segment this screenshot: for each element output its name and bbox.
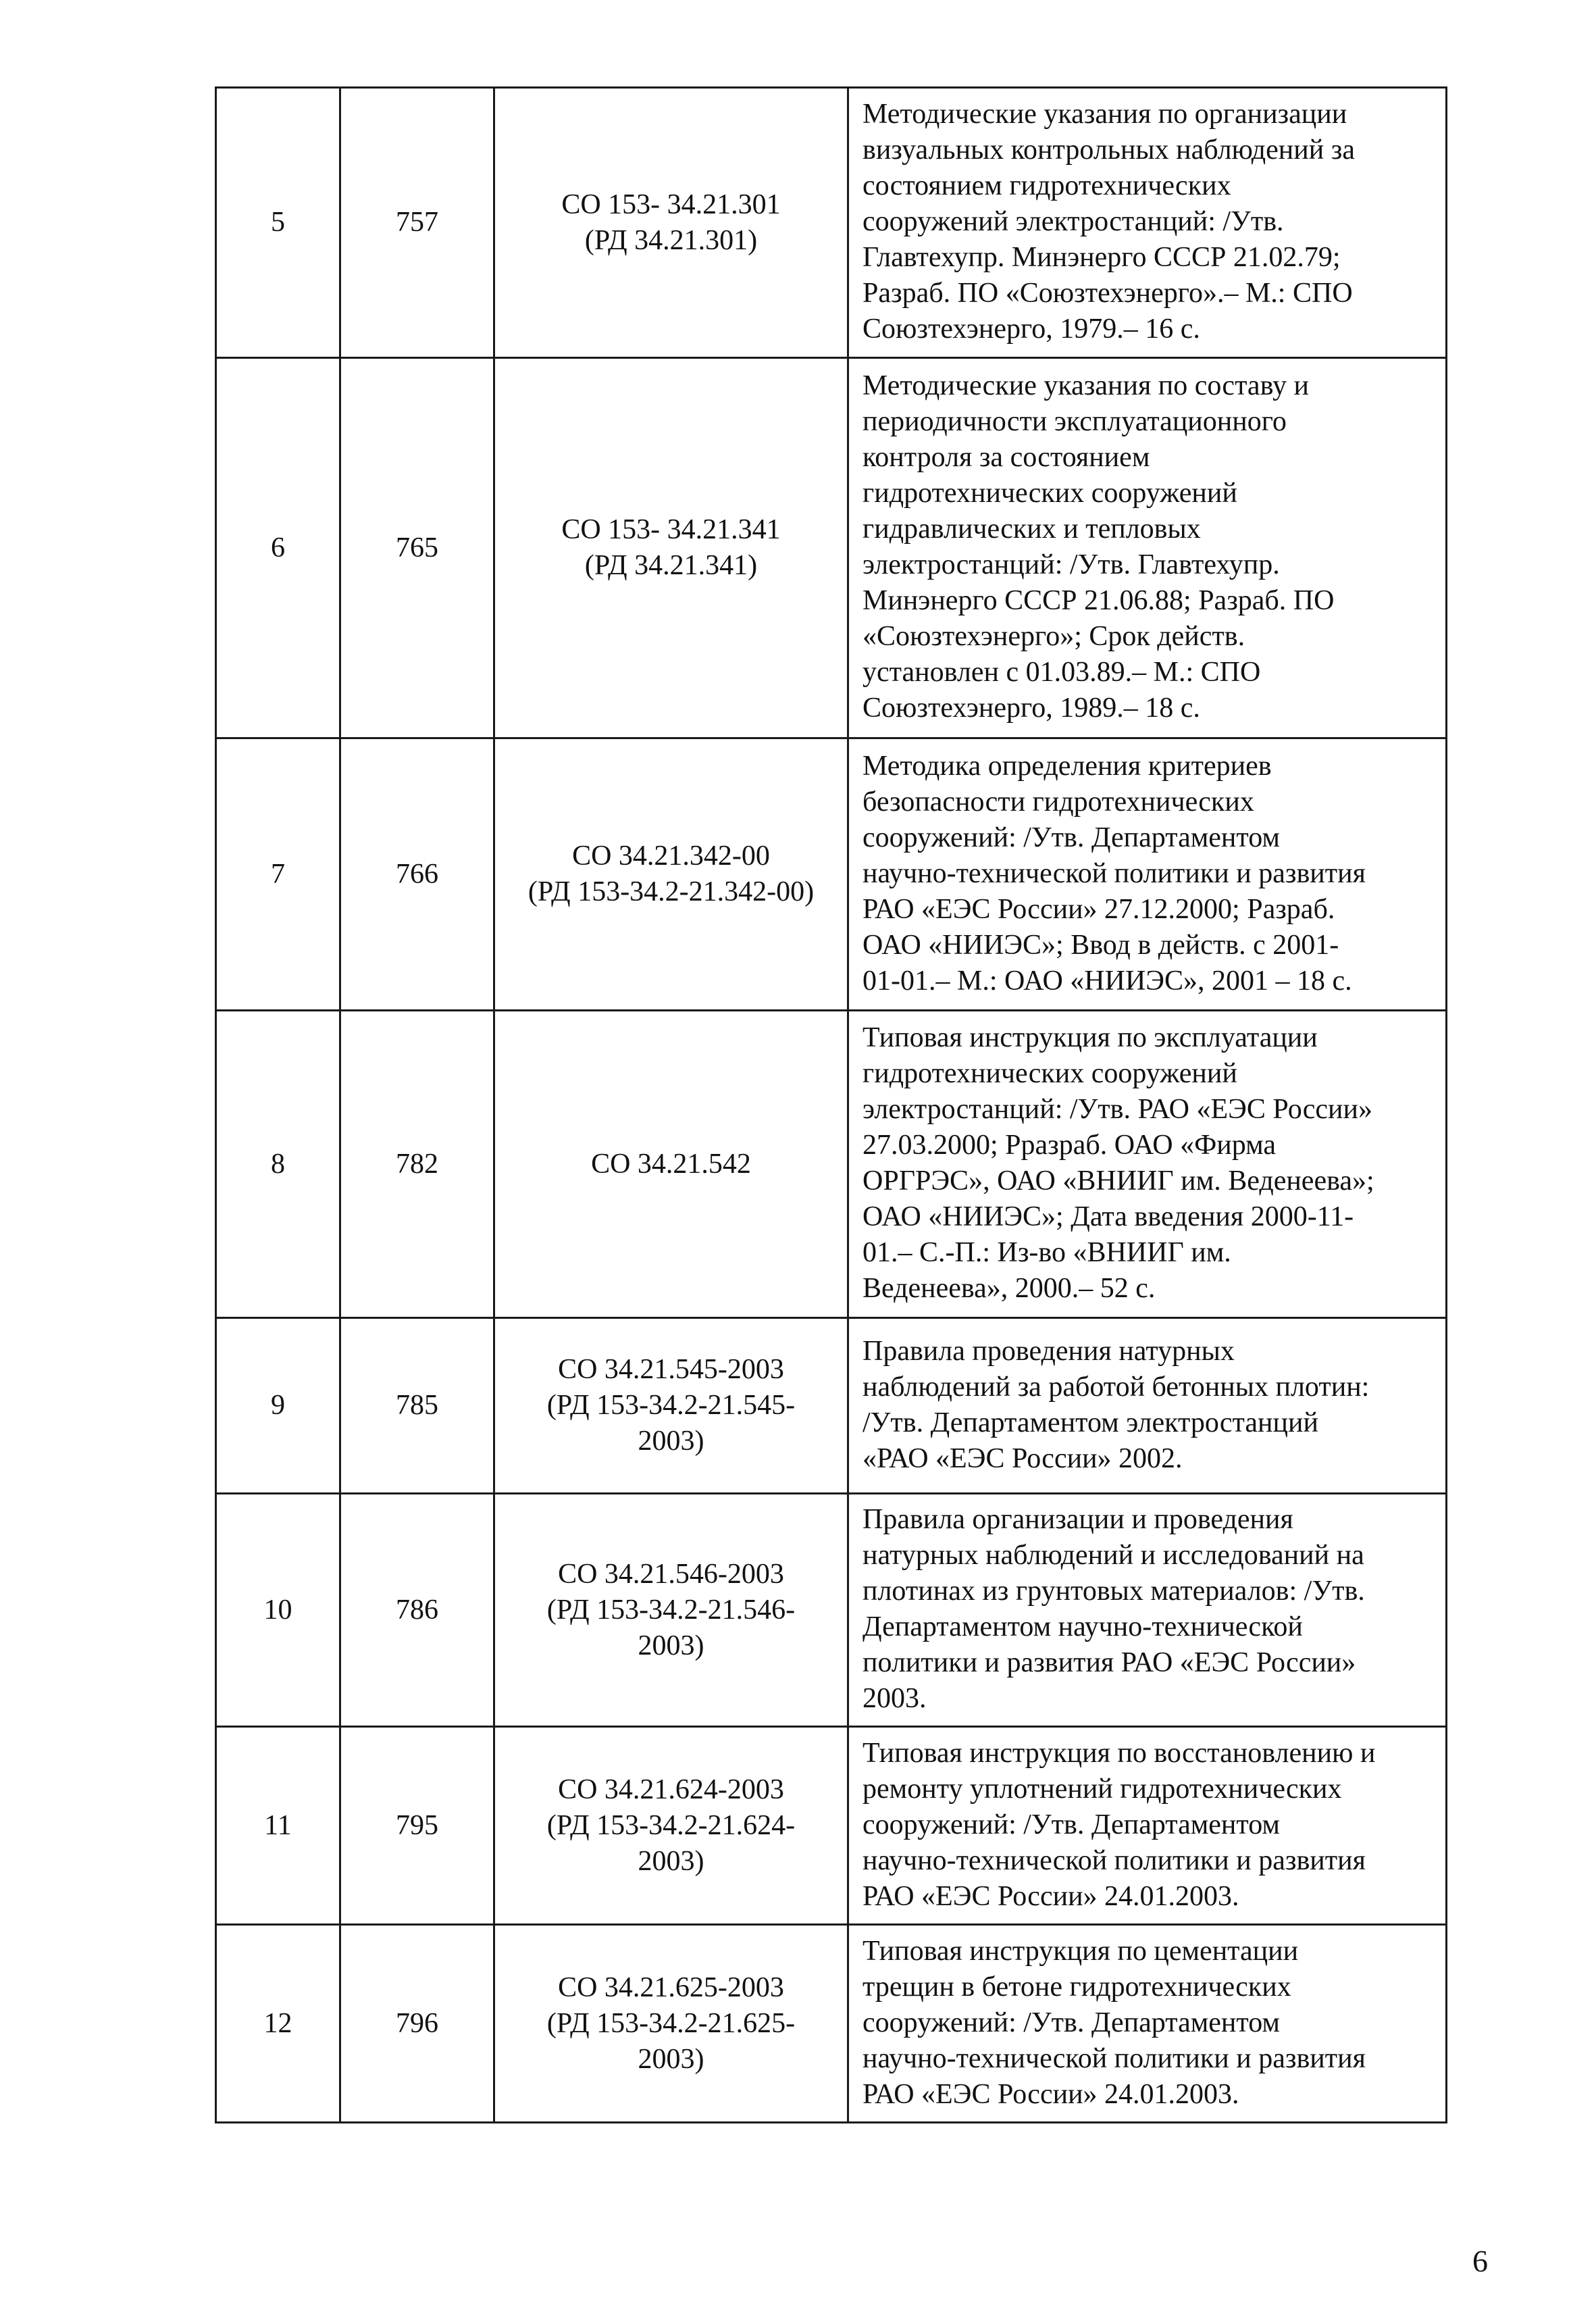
table-row [216, 1925, 1447, 2123]
table-row [216, 88, 1447, 358]
table-row [216, 1011, 1447, 1318]
row-number: 8 [216, 1011, 340, 1318]
row-description: Типовая инструкция по восстановлению и ремонту уплотнений гидротехнических сооружений: /Утв. Департаментом научно-технической политики и развития РАО «ЕЭС России» 24.01.2003. [848, 1727, 1447, 1925]
row-description: Правила проведения натурных наблюдений за работой бетонных плотин: /Утв. Департаментом электростанций «РАО «ЕЭС России» 2002. [848, 1318, 1447, 1494]
row-code: 757 [340, 88, 494, 358]
row-code: 782 [340, 1011, 494, 1318]
row-code: 786 [340, 1494, 494, 1727]
documents-table [215, 86, 1447, 2123]
row-number: 5 [216, 88, 340, 358]
row-number: 10 [216, 1494, 340, 1727]
row-number: 11 [216, 1727, 340, 1925]
row-number: 6 [216, 358, 340, 738]
row-number: 12 [216, 1925, 340, 2123]
table-row [216, 738, 1447, 1011]
row-standard: СО 153- 34.21.341 (РД 34.21.341) [494, 358, 848, 738]
row-standard: СО 34.21.545-2003 (РД 153-34.2-21.545- 2003) [494, 1318, 848, 1494]
row-number: 9 [216, 1318, 340, 1494]
table-row [216, 358, 1447, 738]
row-description: Методические указания по организации визуальных контрольных наблюдений за состоянием гидротехнических сооружений электростанций: /Утв. Главтехупр. Минэнерго СССР 21.02.79; Разраб. ПО «Союзтехэнерго».– М.: СПО Союзтехэнерго, 1979.– 16 с. [848, 88, 1447, 358]
row-code: 765 [340, 358, 494, 738]
row-standard: СО 34.21.624-2003 (РД 153-34.2-21.624- 2003) [494, 1727, 848, 1925]
row-code: 796 [340, 1925, 494, 2123]
table-row [216, 1318, 1447, 1494]
row-standard: СО 34.21.625-2003 (РД 153-34.2-21.625- 2003) [494, 1925, 848, 2123]
row-code: 795 [340, 1727, 494, 1925]
row-description: Типовая инструкция по эксплуатации гидротехнических сооружений электростанций: /Утв. РАО «ЕЭС России» 27.03.2000; Рразраб. ОАО «Фирма ОРГРЭС», ОАО «ВНИИГ им. Веденеева»; ОАО «НИИЭС»; Дата введения 2000-11- 01.– С.-П.: Из-во «ВНИИГ им. Веденеева», 2000.– 52 с. [848, 1011, 1447, 1318]
row-standard: СО 34.21.546-2003 (РД 153-34.2-21.546- 2003) [494, 1494, 848, 1727]
row-number: 7 [216, 738, 340, 1011]
row-standard: СО 34.21.542 [494, 1011, 848, 1318]
row-description: Правила организации и проведения натурных наблюдений и исследований на плотинах из грунтовых материалов: /Утв. Департаментом научно-технической политики и развития РАО «ЕЭС России» 2003. [848, 1494, 1447, 1727]
row-description: Методические указания по составу и периодичности эксплуатационного контроля за состоянием гидротехнических сооружений гидравлических и тепловых электростанций: /Утв. Главтехупр. Минэнерго СССР 21.06.88; Разраб. ПО «Союзтехэнерго»; Срок действ. установлен с 01.03.89.– М.: СПО Союзтехэнерго, 1989.– 18 с. [848, 358, 1447, 738]
row-code: 766 [340, 738, 494, 1011]
row-description: Методика определения критериев безопасности гидротехнических сооружений: /Утв. Департаментом научно-технической политики и развития РАО «ЕЭС России» 27.12.2000; Разраб. ОАО «НИИЭС»; Ввод в действ. с 2001- 01-01.– М.: ОАО «НИИЭС», 2001 – 18 с. [848, 738, 1447, 1011]
row-standard: СО 153- 34.21.301 (РД 34.21.301) [494, 88, 848, 358]
table-row [216, 1494, 1447, 1727]
row-description: Типовая инструкция по цементации трещин в бетоне гидротехнических сооружений: /Утв. Департаментом научно-технической политики и развития РАО «ЕЭС России» 24.01.2003. [848, 1925, 1447, 2123]
row-code: 785 [340, 1318, 494, 1494]
page-number: 6 [1472, 2244, 1488, 2278]
row-standard: СО 34.21.342-00 (РД 153-34.2-21.342-00) [494, 738, 848, 1011]
table-row [216, 1727, 1447, 1925]
